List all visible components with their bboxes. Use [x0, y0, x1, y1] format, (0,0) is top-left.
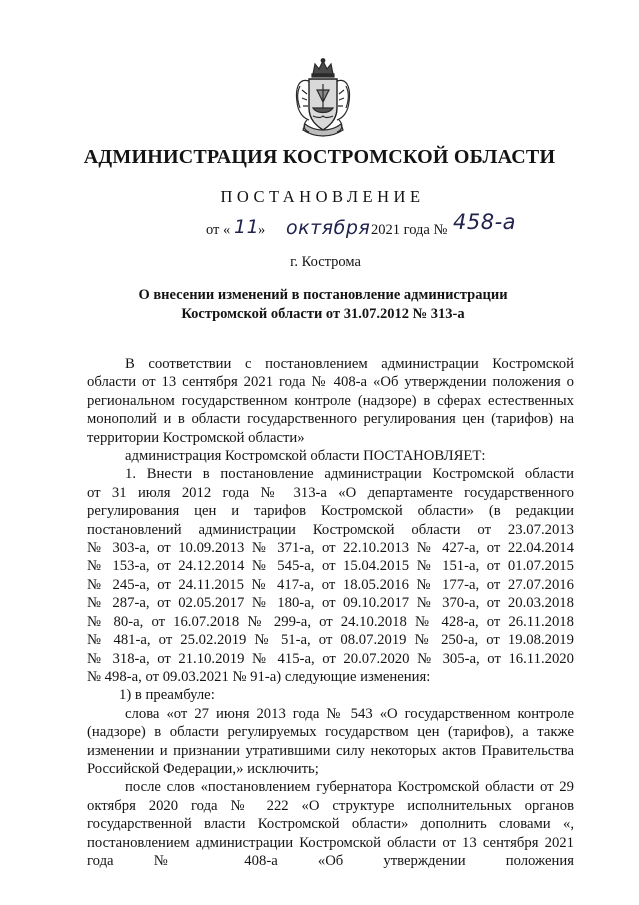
- item-1-line: регулирования цен и тарифов Костромской области» (в редакции: [87, 503, 574, 520]
- date-day-handwritten: 11: [234, 216, 260, 238]
- date-number-line: [206, 210, 536, 244]
- city-name: г. Кострома: [290, 254, 361, 270]
- coat-of-arms-emblem: [291, 58, 355, 140]
- item-1-line: от 31 июля 2012 года № 313-а «О департаменте государственного: [87, 484, 574, 501]
- item-1-paragraph: [87, 465, 574, 686]
- words-added-paragraph: после слов «постановлением губернатора Костромской области от 29 октября 2020 года № 222 «О структуре исполнительных органов государственной власти Костромской области» дополнить словами «, постановлением администрации Костромской области от 13 сентября 2021 года № 408-а «Об утверждении положения: [87, 779, 574, 869]
- date-prefix: от «: [206, 222, 231, 238]
- title-line-1: О внесении изменений в постановление администрации: [138, 287, 508, 303]
- item-1-line: 1. Внести в постановление администрации Костромской области: [125, 466, 574, 483]
- item-1-line: постановлений администрации Костромской области от 23.07.2013: [87, 521, 574, 538]
- date-month-handwritten: октября: [286, 217, 371, 239]
- title-line-2: Костромской области от 31.07.2012 № 313-а: [181, 306, 465, 322]
- item-1-line: № 498-а, от 09.03.2021 № 91-а) следующие изменения:: [87, 668, 431, 685]
- item-1-line: № 287-а, от 02.05.2017 № 180-а, от 09.10.2017 № 370-а, от 20.03.2018: [87, 595, 574, 612]
- document-number-handwritten: 458-а: [453, 210, 517, 234]
- item-1-line: № 245-а, от 24.11.2015 № 417-а, от 18.05.2016 № 177-а, от 27.07.2016: [87, 576, 574, 593]
- document-type: ПОСТАНОВЛЕНИЕ: [220, 187, 425, 206]
- item-1-line: № 303-а, от 10.09.2013 № 371-а, от 22.10.2013 № 427-а, от 22.04.2014: [87, 540, 574, 557]
- item-1-line: № 318-а, от 21.10.2019 № 415-а, от 20.07.2020 № 305-а, от 16.11.2020: [87, 650, 574, 667]
- preamble-paragraph: В соответствии с постановлением администрации Костромской области от 13 сентября 2021 года № 408-а «Об утверждении положения о региональном государственном контроле (надзоре) в сферах естественных монополий и в области государственного регулирования цен (тарифов) на территории Костромской области»: [87, 356, 574, 446]
- item-1-line: № 481-а, от 25.02.2019 № 51-а, от 08.07.2019 № 250-а, от 19.08.2019: [87, 632, 574, 649]
- item-1-line: № 153-а, от 24.12.2014 № 545-а, от 15.04.2015 № 151-а, от 01.07.2015: [87, 558, 574, 575]
- words-removed-paragraph: слова «от 27 июня 2013 года № 543 «О государственном контроле (надзоре) в области регулируемых государством цен (тарифов), а также изменении и признании утратившими силу некоторых актов Правительства Российской Федерации,» исключить;: [87, 705, 574, 777]
- decree-line: администрация Костромской области ПОСТАНОВЛЯЕТ:: [125, 448, 486, 465]
- date-year: 2021 года №: [371, 222, 448, 238]
- date-close-quote: »: [258, 222, 266, 238]
- document-body: [87, 355, 574, 870]
- document-title: [100, 286, 546, 324]
- subitem-1-preamble: 1) в преамбуле:: [119, 687, 215, 704]
- item-1-line: № 80-а, от 16.07.2018 № 299-а, от 24.10.2018 № 428-а, от 26.11.2018: [87, 613, 574, 630]
- agency-name: АДМИНИСТРАЦИЯ КОСТРОМСКОЙ ОБЛАСТИ: [83, 146, 556, 168]
